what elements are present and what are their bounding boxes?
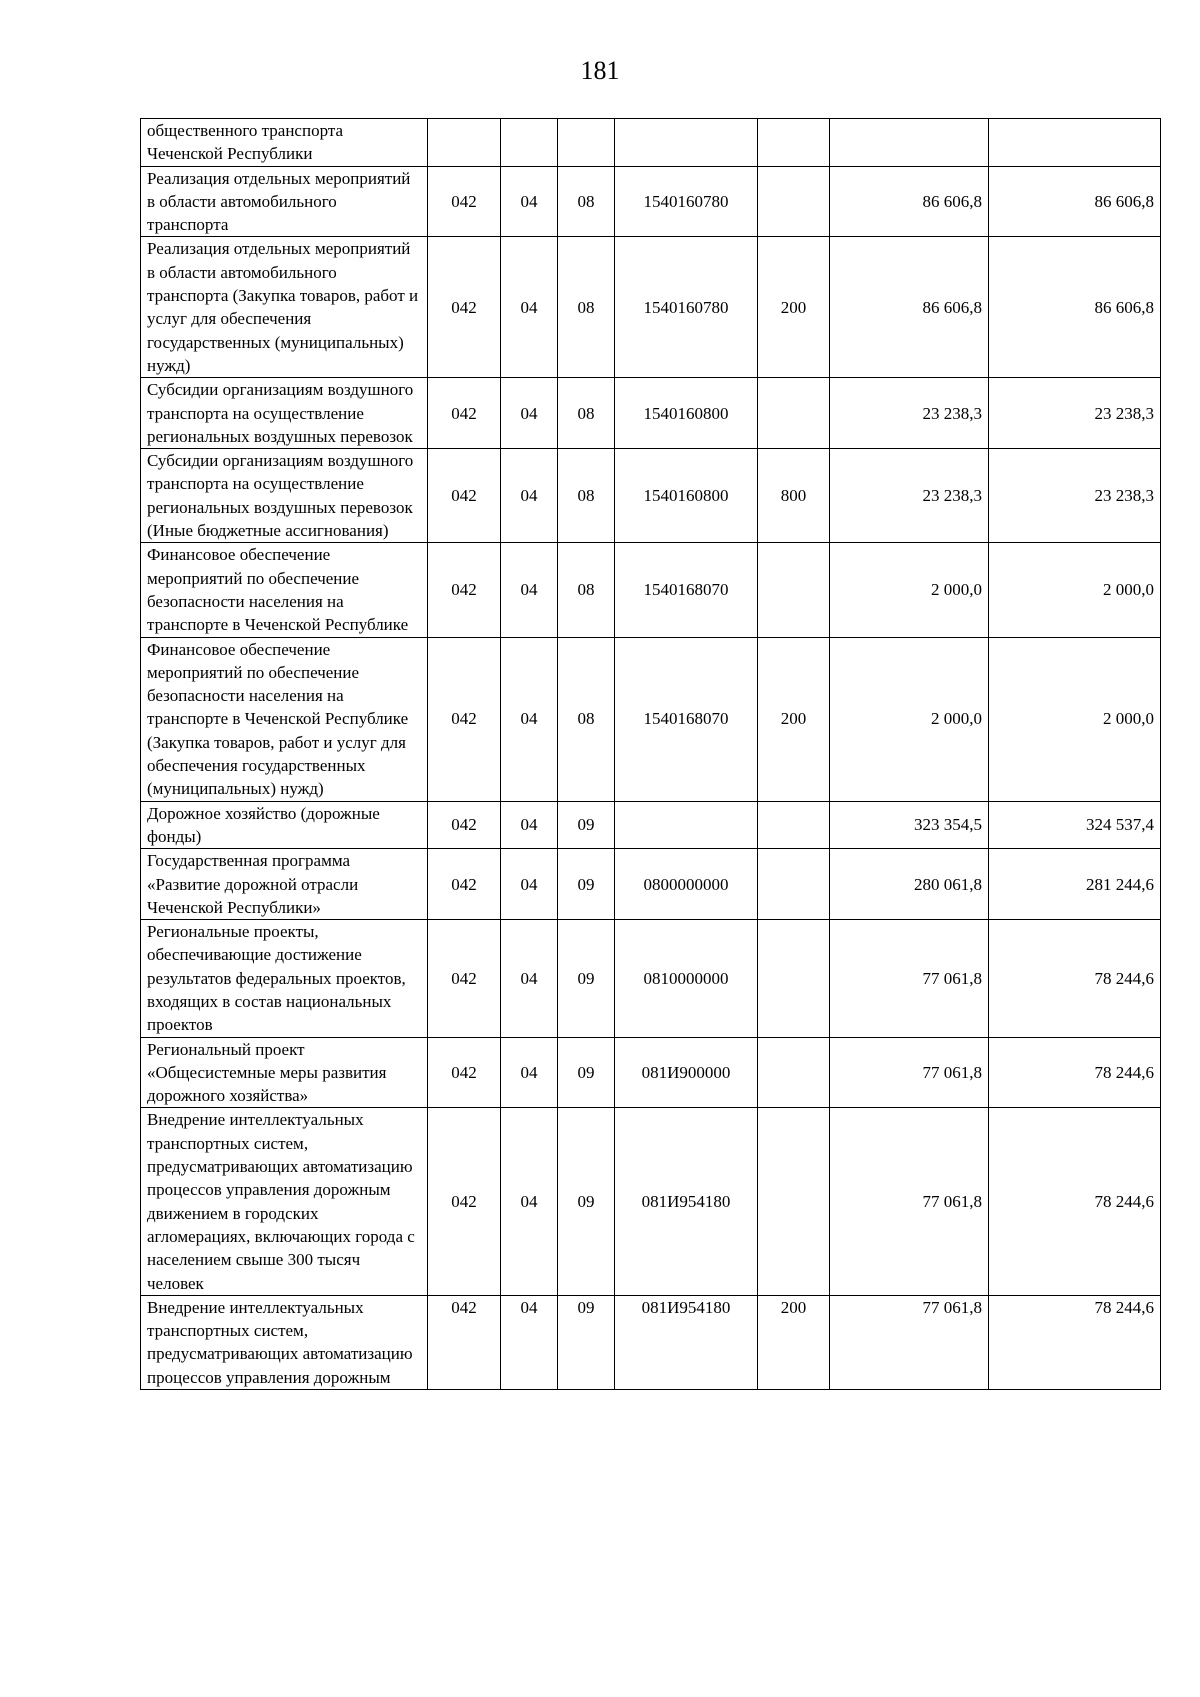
section-code-cell: 04 (501, 237, 558, 378)
row-name-cell: Государственная программа «Развитие дорожной отрасли Чеченской Республики» (141, 849, 428, 920)
sum-year-1-cell: 2 000,0 (830, 543, 989, 637)
row-name-cell: Дорожное хозяйство (дорожные фонды) (141, 801, 428, 849)
sum-year-2-cell: 2 000,0 (989, 543, 1161, 637)
ministry-code-cell: 042 (428, 849, 501, 920)
sum-year-1-cell: 77 061,8 (830, 1295, 989, 1389)
target-article-cell: 1540168070 (615, 543, 758, 637)
page-number: 181 (580, 56, 620, 85)
target-article-cell: 081И954180 (615, 1108, 758, 1295)
section-code-cell: 04 (501, 849, 558, 920)
subsection-code-cell: 09 (558, 1295, 615, 1389)
table-row (141, 1108, 1161, 1295)
target-article-cell: 0800000000 (615, 849, 758, 920)
section-code-cell: 04 (501, 449, 558, 543)
expense-type-cell: 200 (758, 1295, 830, 1389)
table-row (141, 637, 1161, 801)
sum-year-2-cell: 86 606,8 (989, 166, 1161, 237)
section-code-cell: 04 (501, 1037, 558, 1108)
sum-year-2-cell: 78 244,6 (989, 1108, 1161, 1295)
ministry-code-cell: 042 (428, 920, 501, 1037)
ministry-code-cell: 042 (428, 543, 501, 637)
expense-type-cell (758, 849, 830, 920)
sum-year-2-cell (989, 119, 1161, 167)
target-article-cell: 081И954180 (615, 1295, 758, 1389)
subsection-code-cell: 08 (558, 166, 615, 237)
sum-year-2-cell: 86 606,8 (989, 237, 1161, 378)
table-row (141, 119, 1161, 167)
subsection-code-cell: 08 (558, 637, 615, 801)
table-row (141, 801, 1161, 849)
ministry-code-cell: 042 (428, 801, 501, 849)
table-row (141, 237, 1161, 378)
row-name-cell: Финансовое обеспечение мероприятий по обеспечение безопасности населения на транспорте в Чеченской Республике (Закупка товаров, работ и услуг для обеспечения государственных (муниципальных) нужд) (141, 637, 428, 801)
target-article-cell: 0810000000 (615, 920, 758, 1037)
subsection-code-cell: 08 (558, 449, 615, 543)
subsection-code-cell: 09 (558, 1037, 615, 1108)
sum-year-2-cell: 23 238,3 (989, 378, 1161, 449)
subsection-code-cell: 09 (558, 801, 615, 849)
row-name-cell: общественного транспорта Чеченской Республики (141, 119, 428, 167)
subsection-code-cell: 08 (558, 543, 615, 637)
row-name-cell: Внедрение интеллектуальных транспортных систем, предусматривающих автоматизацию процессов управления дорожным движением в городских агломерациях, включающих города с населением свыше 300 тысяч человек (141, 1108, 428, 1295)
section-code-cell: 04 (501, 637, 558, 801)
row-name-cell: Субсидии организациям воздушного транспорта на осуществление региональных воздушных перевозок (Иные бюджетные ассигнования) (141, 449, 428, 543)
expense-type-cell (758, 166, 830, 237)
sum-year-1-cell: 77 061,8 (830, 920, 989, 1037)
section-code-cell: 04 (501, 166, 558, 237)
section-code-cell: 04 (501, 801, 558, 849)
table-row (141, 920, 1161, 1037)
ministry-code-cell: 042 (428, 166, 501, 237)
sum-year-1-cell: 323 354,5 (830, 801, 989, 849)
expense-type-cell (758, 1108, 830, 1295)
target-article-cell (615, 801, 758, 849)
expense-type-cell (758, 920, 830, 1037)
target-article-cell: 1540160800 (615, 449, 758, 543)
sum-year-2-cell: 324 537,4 (989, 801, 1161, 849)
expense-type-cell (758, 1037, 830, 1108)
sum-year-1-cell: 280 061,8 (830, 849, 989, 920)
subsection-code-cell (558, 119, 615, 167)
sum-year-1-cell: 86 606,8 (830, 166, 989, 237)
target-article-cell: 1540160800 (615, 378, 758, 449)
ministry-code-cell: 042 (428, 1108, 501, 1295)
ministry-code-cell: 042 (428, 1295, 501, 1389)
row-name-cell: Внедрение интеллектуальных транспортных систем, предусматривающих автоматизацию процессов управления дорожным (141, 1295, 428, 1389)
sum-year-2-cell: 2 000,0 (989, 637, 1161, 801)
target-article-cell (615, 119, 758, 167)
table-row (141, 166, 1161, 237)
target-article-cell: 1540160780 (615, 237, 758, 378)
expense-type-cell (758, 378, 830, 449)
sum-year-2-cell: 281 244,6 (989, 849, 1161, 920)
row-name-cell: Реализация отдельных мероприятий в области автомобильного транспорта (Закупка товаров, работ и услуг для обеспечения государственных (муниципальных) нужд) (141, 237, 428, 378)
sum-year-2-cell: 78 244,6 (989, 920, 1161, 1037)
sum-year-2-cell: 78 244,6 (989, 1037, 1161, 1108)
row-name-cell: Реализация отдельных мероприятий в области автомобильного транспорта (141, 166, 428, 237)
sum-year-1-cell: 86 606,8 (830, 237, 989, 378)
ministry-code-cell: 042 (428, 1037, 501, 1108)
expense-type-cell (758, 801, 830, 849)
sum-year-1-cell: 23 238,3 (830, 449, 989, 543)
expense-type-cell (758, 119, 830, 167)
ministry-code-cell: 042 (428, 449, 501, 543)
section-code-cell: 04 (501, 543, 558, 637)
ministry-code-cell: 042 (428, 637, 501, 801)
table-row (141, 543, 1161, 637)
section-code-cell: 04 (501, 378, 558, 449)
table-row (141, 1295, 1161, 1389)
budget-table (140, 118, 1161, 1390)
section-code-cell: 04 (501, 920, 558, 1037)
subsection-code-cell: 09 (558, 849, 615, 920)
sum-year-1-cell (830, 119, 989, 167)
sum-year-1-cell: 77 061,8 (830, 1108, 989, 1295)
subsection-code-cell: 09 (558, 1108, 615, 1295)
row-name-cell: Региональный проект «Общесистемные меры развития дорожного хозяйства» (141, 1037, 428, 1108)
expense-type-cell: 200 (758, 637, 830, 801)
row-name-cell: Финансовое обеспечение мероприятий по обеспечение безопасности населения на транспорте в Чеченской Республике (141, 543, 428, 637)
expense-type-cell: 200 (758, 237, 830, 378)
target-article-cell: 081И900000 (615, 1037, 758, 1108)
sum-year-1-cell: 2 000,0 (830, 637, 989, 801)
ministry-code-cell: 042 (428, 378, 501, 449)
target-article-cell: 1540168070 (615, 637, 758, 801)
section-code-cell: 04 (501, 1108, 558, 1295)
section-code-cell (501, 119, 558, 167)
subsection-code-cell: 09 (558, 920, 615, 1037)
row-name-cell: Региональные проекты, обеспечивающие достижение результатов федеральных проектов, входящих в состав национальных проектов (141, 920, 428, 1037)
table-row (141, 449, 1161, 543)
subsection-code-cell: 08 (558, 378, 615, 449)
target-article-cell: 1540160780 (615, 166, 758, 237)
expense-type-cell (758, 543, 830, 637)
section-code-cell: 04 (501, 1295, 558, 1389)
sum-year-2-cell: 78 244,6 (989, 1295, 1161, 1389)
expense-type-cell: 800 (758, 449, 830, 543)
ministry-code-cell (428, 119, 501, 167)
subsection-code-cell: 08 (558, 237, 615, 378)
table-row (141, 1037, 1161, 1108)
sum-year-1-cell: 23 238,3 (830, 378, 989, 449)
sum-year-1-cell: 77 061,8 (830, 1037, 989, 1108)
sum-year-2-cell: 23 238,3 (989, 449, 1161, 543)
table-row (141, 378, 1161, 449)
ministry-code-cell: 042 (428, 237, 501, 378)
row-name-cell: Субсидии организациям воздушного транспорта на осуществление региональных воздушных перевозок (141, 378, 428, 449)
table-row (141, 849, 1161, 920)
